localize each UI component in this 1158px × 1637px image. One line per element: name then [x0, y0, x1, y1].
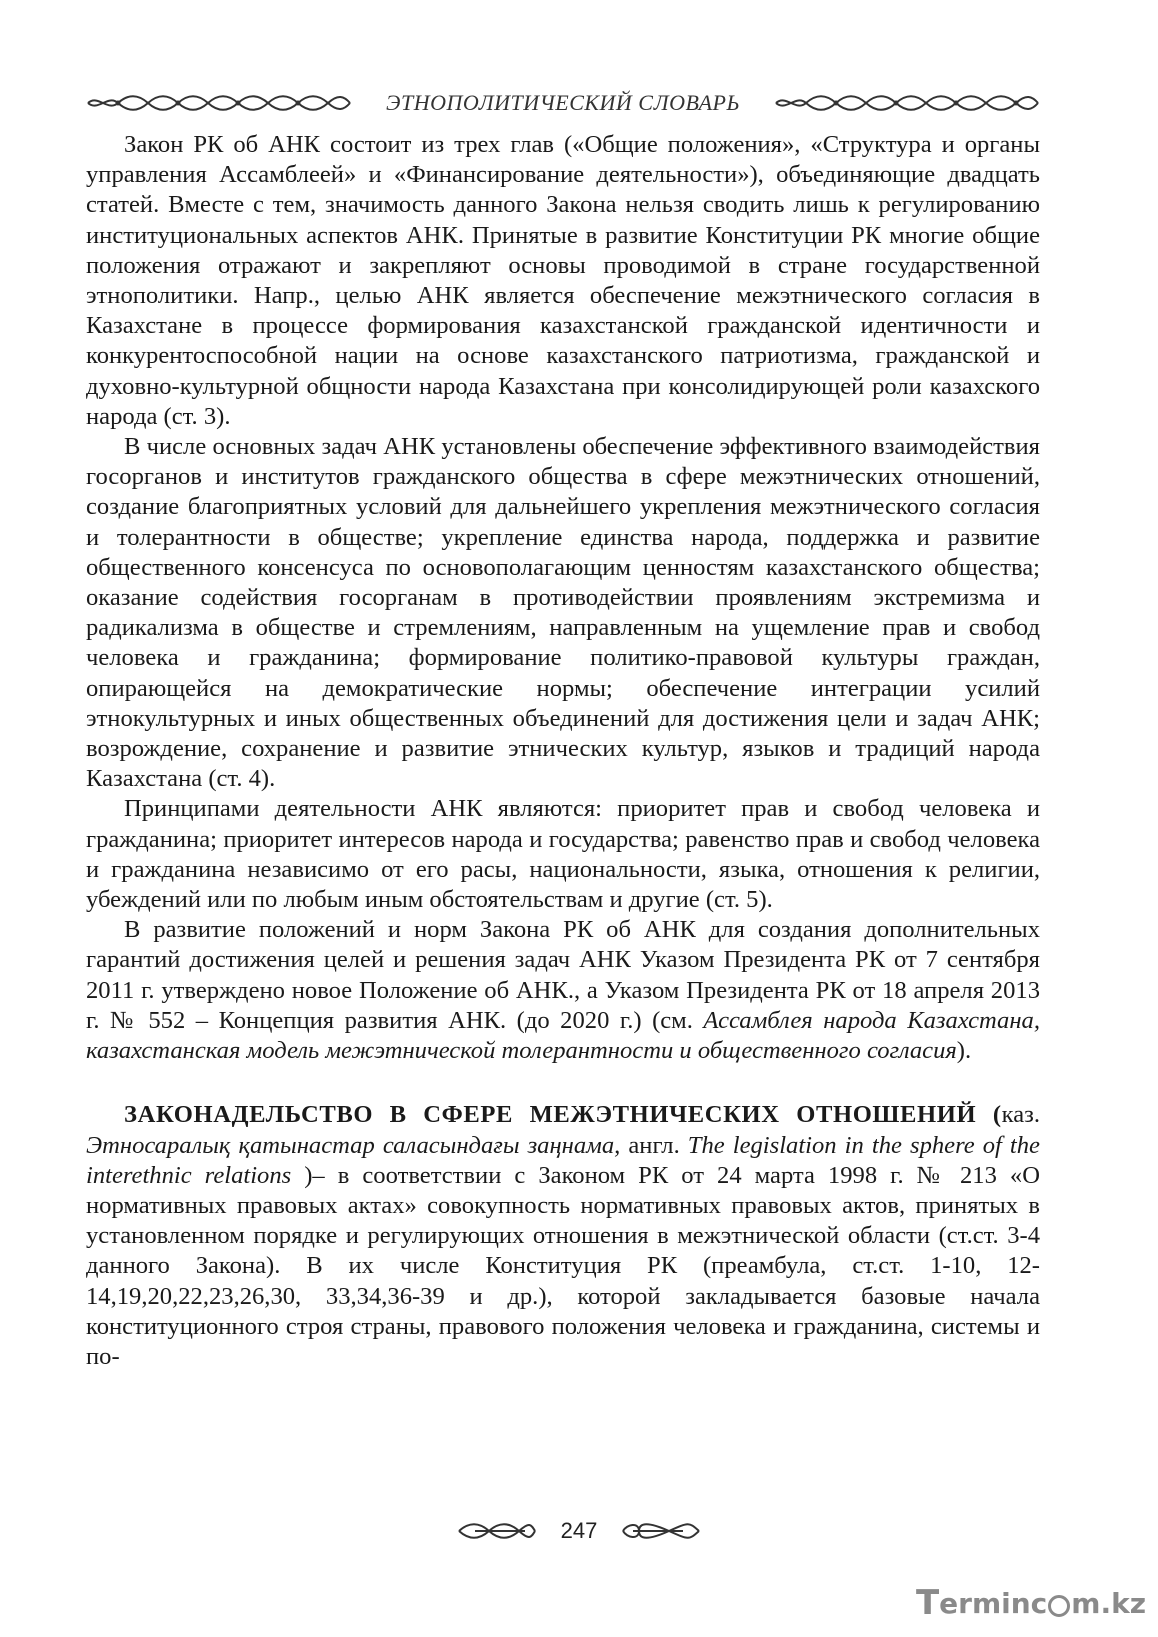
paragraph-2: В числе основных задач АНК установлены обеспечение эффективного взаимодействия госорганов и институтов гражданского общества в сфере межэтнических отношений, создание благоприятных условий для дальнейшего укрепления межэтнического согласия и толерантности в обществе; укрепление единства народа, поддержка и развитие общественного консенсуса по основополагающим ценностям казахстанского общества; оказание содействия госорганам в противодействии проявлениям экстремизма и радикализма в обществе и стремлениям, направленным на ущемление прав и свобод человека и гражданина; формирование политико-правовой культуры граждан, опирающейся на демократические нормы; обеспечение интеграции усилий этнокультурных и иных общественных объединений для достижения цели и задач АНК; возрождение, сохранение и развитие этнических культур, языков и традиций народа Казахстана (ст. 4).	[86, 433, 1040, 793]
left-flourish-icon	[455, 1520, 539, 1542]
eng-translation: The legislation in the sphere of the interethnic relations	[86, 1131, 1040, 1189]
paragraph-4-end: ).	[956, 1037, 972, 1065]
paragraph-4-text: В развитие положений и норм Закона РК об АНК для создания дополнительных гарантий достижения целей и решения задач АНК Указом Президента РК от 7 сентября 2011 г. утверждено новое Положение об АНК., а Указом Президента РК от 18 апреля 2013 г. № 552 – Концепция развития АНК. (до 2020 г.) (см.	[86, 916, 1040, 1034]
right-ornament-icon	[774, 92, 1040, 114]
watermark-part-1: T	[915, 1583, 940, 1623]
left-ornament-icon	[86, 92, 352, 114]
entry-gap	[86, 1066, 1040, 1100]
cross-reference: Ассамблея народа Казахстана, казахстанская модель межэтнической толерантности и общественного согласия	[86, 1006, 1040, 1065]
watermark-part-3: m.kz	[1071, 1586, 1146, 1620]
entry-definition: )– в соответствии с Законом РК от 24 марта 1998 г. № 213 «О нормативных правовых актах» совокупность нормативных правовых актов, принятых в установленном порядке и регулирующих отношения в межэтнической области (ст.ст. 3-4 данного Закона). В их числе Конституция РК (преамбула, ст.ст. 1-10, 12-14,19,20,22,23,26,30, 33,34,36-39 и др.), которой закладывается базовые начала конституционного строя страны, правового положения человека и гражданина, системы и по-	[86, 1161, 1040, 1370]
entry-term: ЗАКОНАДЕЛЬСТВО В СФЕРЕ МЕЖЭТНИЧЕСКИХ ОТНОШЕНИЙ (	[124, 1101, 1002, 1129]
paragraph-4	[86, 915, 1040, 1066]
magnifier-icon	[1048, 1595, 1070, 1617]
watermark-logo	[916, 1583, 1146, 1623]
kaz-translation: Этносаралық қатынастар саласындағы заңнама,	[86, 1131, 621, 1159]
page-footer	[0, 1516, 1158, 1546]
running-header	[86, 88, 1040, 118]
page-body	[86, 130, 1040, 1372]
paragraph-1: Закон РК об АНК состоит из трех глав («Общие положения», «Структура и органы управления Ассамблеей» и «Финансирование деятельности»), объединяющие двадцать статей. Вместе с тем, значимость данного Закона нельзя сводить лишь к регулированию институциональных аспектов АНК. Принятые в развитие Конституции РК многие общие положения отражают и закрепляют основы проводимой в стране государственной этнополитики. Напр., целью АНК является обеспечение межэтнического согласия в Казахстане в процессе формирования казахстанской гражданской идентичности и конкурентоспособной нации на основе казахстанского патриотизма, гражданской и духовно-культурной общности народа Казахстана при консолидирующей роли казахского народа (ст. 3).	[86, 131, 1040, 430]
watermark-part-2: erminc	[939, 1586, 1048, 1620]
eng-label: англ.	[620, 1131, 688, 1159]
kaz-label: каз.	[1001, 1101, 1040, 1129]
header-title: ЭТНОПОЛИТИЧЕСКИЙ СЛОВАРЬ	[386, 90, 740, 115]
dictionary-entry	[86, 1100, 1040, 1372]
right-flourish-icon	[619, 1520, 703, 1542]
page-number: 247	[560, 1518, 598, 1543]
paragraph-3: Принципами деятельности АНК являются: приоритет прав и свобод человека и гражданина; приоритет интересов народа и государства; равенство прав и свобод человека и гражданина независимо от его расы, национальности, языка, отношения к религии, убеждений или по любым иным обстоятельствам и другие (ст. 5).	[86, 795, 1040, 914]
